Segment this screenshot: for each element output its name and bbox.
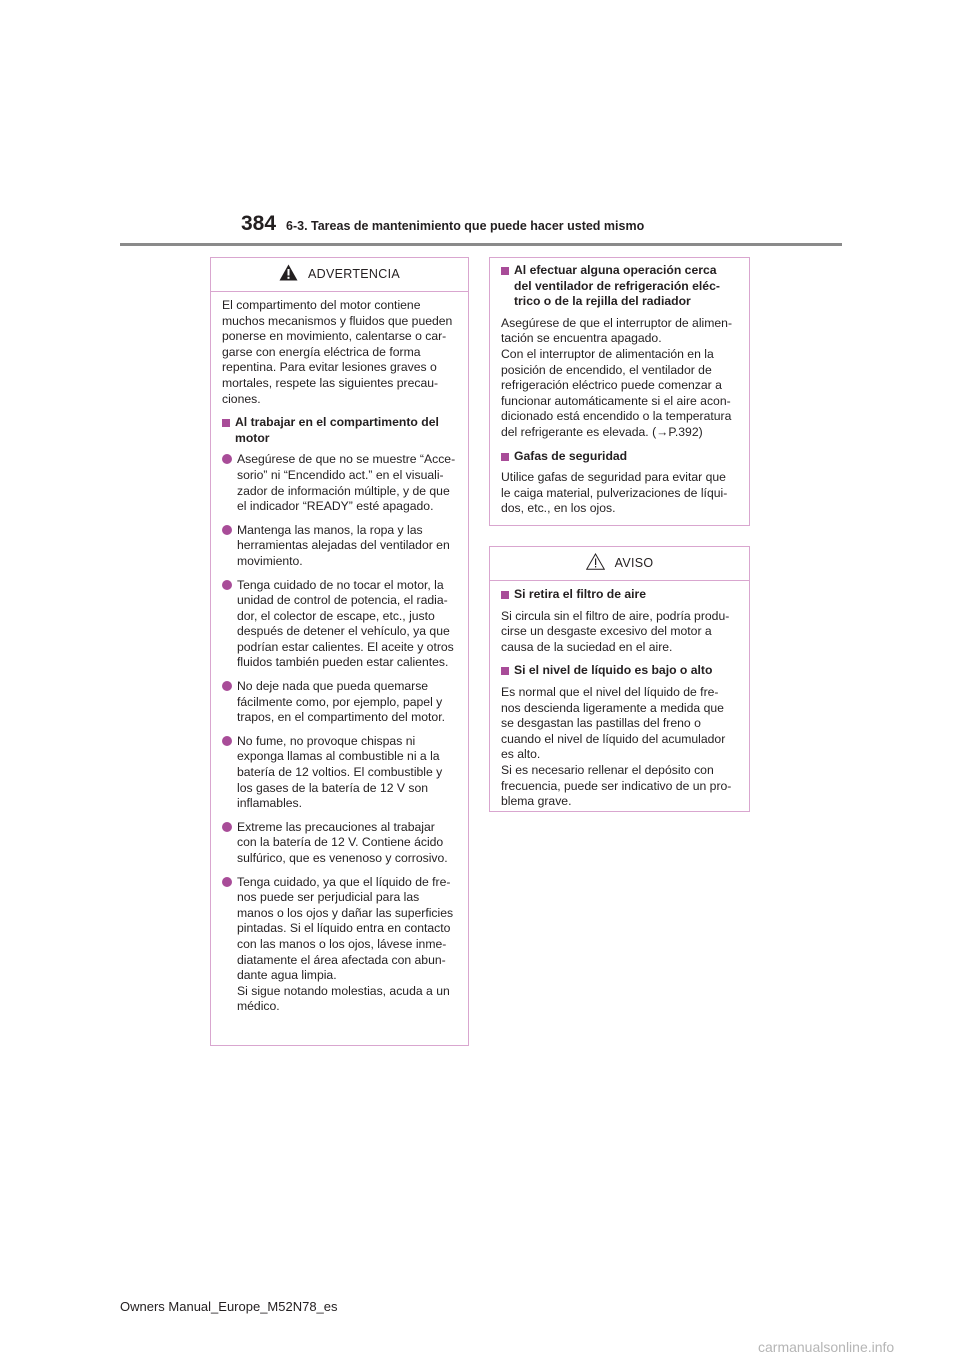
page-number: 384 xyxy=(241,212,277,235)
warning-box xyxy=(210,257,469,1046)
section-text: Si circula sin el filtro de aire, podría produ- cirse un desgaste excesivo del motor a causa de la suciedad en el aire. xyxy=(501,608,730,654)
round-bullet-icon xyxy=(222,525,232,535)
section-heading xyxy=(501,449,739,465)
section-title: 6-3. Tareas de mantenimiento que puede hacer usted mismo xyxy=(286,219,645,233)
section-text: Asegúrese de que el interruptor de alimen- tación se encuentra apagado. Con el interruptor de alimentación en la posición de encendido, el ventilador de refrigeración eléctrico puede comenzar a funcionar automáticamente si el aire acon- dicionado está encendido o la temperatura del refrigerante es elevada. (→P.392) xyxy=(501,315,733,439)
list-item-text: Tenga cuidado, ya que el líquido de fre- nos puede ser perjudicial para las manos o los ojos y dañar las superficies pintadas. Si el líquido entra en contacto con las manos o los ojos, lávese inme- diatamente el área afectada con abun- dante agua limpia. Si sigue notando molestias, acuda a un médico. xyxy=(237,874,454,1014)
notice-box-header xyxy=(490,547,749,581)
round-bullet-icon xyxy=(222,822,232,832)
section-heading xyxy=(501,587,739,603)
section-heading xyxy=(501,263,739,310)
section-heading-text: Si retira el filtro de aire xyxy=(514,587,647,601)
list-item xyxy=(222,820,458,867)
list-item xyxy=(222,875,458,1015)
square-bullet-icon xyxy=(501,591,509,599)
round-bullet-icon xyxy=(222,736,232,746)
round-bullet-icon xyxy=(222,681,232,691)
section-heading-text: Al trabajar en el compartimento del motor xyxy=(235,415,439,445)
section-text: Es normal que el nivel del líquido de fre- nos descienda ligeramente a medida que se desgastan las pastillas del freno o cuando el nivel de líquido del acumulador es alto. Si es necesario rellenar el depósito con frecuencia, puede ser indicativo de un pro- blema grave. xyxy=(501,684,732,809)
section-heading-text: Si el nivel de líquido es bajo o alto xyxy=(514,663,713,678)
list-item-text: Asegúrese de que no se muestre “Acce- sorio” ni “Encendido act.” en el visuali- zador de información múltiple, y de que el indicador “READY” esté apagado. xyxy=(237,452,456,514)
list-item-text: Extreme las precauciones al trabajar con la batería de 12 V. Contiene ácido sulfúrico, que es venenoso y corrosivo. xyxy=(237,819,448,865)
list-item xyxy=(222,452,458,514)
caution-triangle-icon xyxy=(586,553,605,575)
square-bullet-icon xyxy=(501,267,509,275)
header-divider xyxy=(120,243,842,246)
warning-triangle-icon xyxy=(279,264,298,286)
watermark: carmanualsonline.info xyxy=(758,1339,895,1355)
section-heading xyxy=(222,415,458,446)
notice-title: AVISO xyxy=(614,555,654,570)
list-item xyxy=(222,734,458,812)
round-bullet-icon xyxy=(222,580,232,590)
warning-continuation-box xyxy=(489,257,750,526)
square-bullet-icon xyxy=(501,667,509,675)
list-item xyxy=(222,523,458,570)
square-bullet-icon xyxy=(222,419,230,427)
list-item xyxy=(222,679,458,726)
footer-manual-id: Owners Manual_Europe_M52N78_es xyxy=(120,1299,338,1314)
list-item xyxy=(222,578,458,672)
list-item-text: Mantenga las manos, la ropa y las herramientas alejadas del ventilador en movimiento. xyxy=(237,522,450,568)
warning-box-header xyxy=(211,258,468,292)
warning-title: ADVERTENCIA xyxy=(308,266,400,281)
section-heading xyxy=(501,663,739,679)
warning-intro: El compartimento del motor contiene muchos mecanismos y fluidos que pueden ponerse en movimiento, calentarse o car- garse con energía eléctrica de forma repentina. Para evitar lesiones graves o mortales, respete las siguientes precau- ciones. xyxy=(222,298,453,406)
list-item-text: No deje nada que pueda quemarse fácilmente como, por ejemplo, papel y trapos, en el compartimento del motor. xyxy=(237,679,445,725)
list-item-text: No fume, no provoque chispas ni exponga llamas al combustible ni a la batería de 12 voltios. El combustible y los gases de la batería de 12 V son inflamables. xyxy=(237,733,443,811)
section-heading-text: Al efectuar alguna operación cerca del ventilador de refrigeración eléc- trico o de la rejilla del radiador xyxy=(514,263,720,309)
round-bullet-icon xyxy=(222,877,232,887)
round-bullet-icon xyxy=(222,454,232,464)
section-text: Utilice gafas de seguridad para evitar que le caiga material, pulverizaciones de líqui- dos, etc., en los ojos. xyxy=(501,470,728,516)
section-heading-text: Gafas de seguridad xyxy=(514,448,628,463)
square-bullet-icon xyxy=(501,453,509,461)
notice-box xyxy=(489,546,750,812)
list-item-text: Tenga cuidado de no tocar el motor, la unidad de control de potencia, el radia- dor, el colector de escape, etc., justo después de detener el vehículo, ya que podrían estar calientes. El aceite y otros fluidos también pueden estar calientes. xyxy=(237,577,454,670)
